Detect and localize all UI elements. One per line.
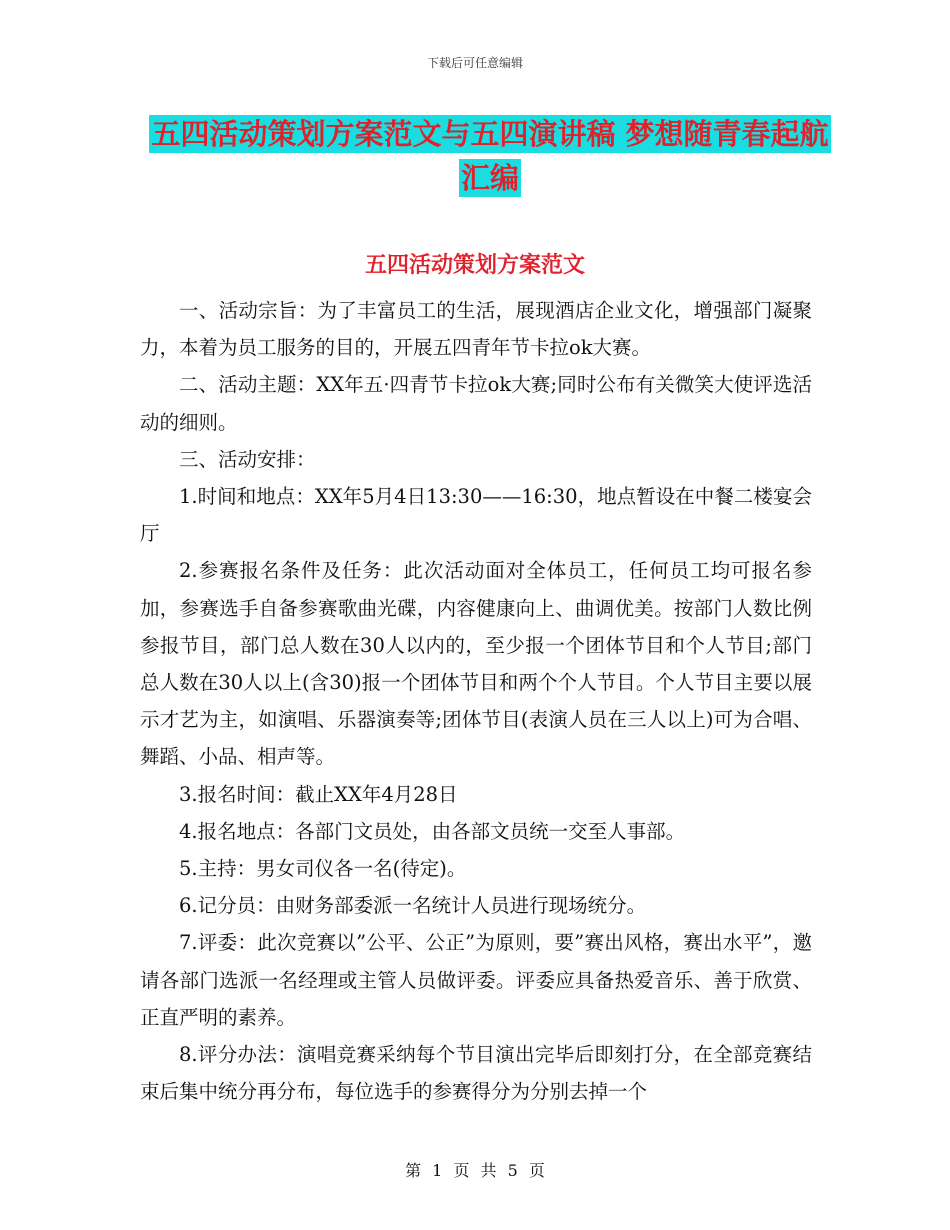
paragraph-judges: 7.评委：此次竞赛以”公平、公正”为原则，要”赛出风格，赛出水平”，邀请各部门选派一名经理或主管人员做评委。评委应具备热爱音乐、善于欣赏、正直严明的素养。 — [140, 931, 812, 1029]
paragraph-purpose: 一、活动宗旨：为了丰富员工的生活，展现酒店企业文化，增强部门凝聚力，本着为员工服务的目的，开展五四青年节卡拉ok大赛。 — [140, 299, 812, 360]
page-number: 第 1 页 共 5 页 — [405, 1161, 545, 1180]
paragraph-scorekeeper: 6.记分员：由财务部委派一名统计人员进行现场统分。 — [179, 894, 647, 918]
document-title — [140, 112, 840, 200]
paragraph-registration-conditions: 2.参赛报名条件及任务：此次活动面对全体员工，任何员工均可报名参加，参赛选手自备参赛歌曲光碟，内容健康向上、曲调优美。按部门人数比例参报节目，部门总人数在30人以内的，至少报一个团体节目和个人节目;部门总人数在30人以上(含30)报一个团体节目和两个个人节目。个人节目主要以展示才艺为主，如演唱、乐器演奏等;团体节目(表演人员在三人以上)可为合唱、舞蹈、小品、相声等。 — [140, 559, 812, 769]
paragraph-registration-time: 3.报名时间：截止XX年4月28日 — [179, 782, 458, 806]
section-title: 五四活动策划方案范文 — [364, 252, 585, 278]
paragraph-theme: 二、活动主题：XX年五·四青节卡拉ok大赛;同时公布有关微笑大使评选活动的细则。 — [140, 373, 812, 434]
paragraph-arrangement-heading: 三、活动安排： — [179, 447, 316, 471]
paragraph-host: 5.主持：男女司仪各一名(待定)。 — [179, 857, 467, 881]
paragraph-registration-place: 4.报名地点：各部门文员处，由各部文员统一交至人事部。 — [179, 819, 686, 843]
paragraph-scoring-method: 8.评分办法：演唱竞赛采纳每个节目演出完毕后即刻打分，在全部竞赛结束后集中统分再分布，每位选手的参赛得分为分别去掉一个 — [140, 1043, 812, 1104]
document-title-highlight: 五四活动策划方案范文与五四演讲稿 梦想随青春起航汇编 — [151, 117, 829, 195]
document-body — [140, 292, 812, 1110]
paragraph-time-location: 1.时间和地点：XX年5月4日13:30——16:30，地点暂设在中餐二楼宴会厅 — [140, 485, 812, 546]
header-note: 下载后可任意编辑 — [426, 56, 523, 70]
